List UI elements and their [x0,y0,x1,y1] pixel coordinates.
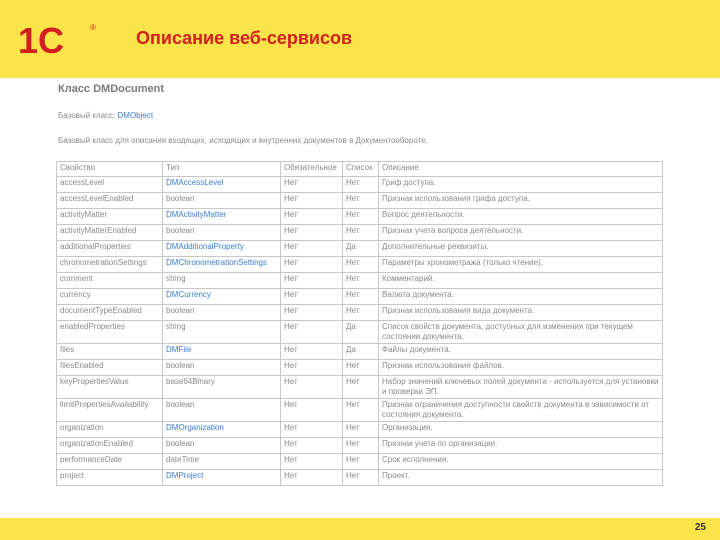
cell-list: Нет [343,177,379,193]
table-row [57,257,663,273]
class-description: Базовый класс для описания входящих, исходящих и внутренних документов в Документообороте. [58,136,428,145]
cell-required: Нет [281,376,343,399]
cell-list: Нет [343,470,379,486]
table-row [57,454,663,470]
cell-type-link[interactable]: DMAccessLevel [163,177,281,193]
cell-list: Нет [343,399,379,422]
cell-type-link[interactable]: DMFile [163,344,281,360]
cell-type: boolean [163,225,281,241]
cell-property: accessLevel [57,177,163,193]
cell-description: Комментарий. [379,273,663,289]
cell-description: Файлы документа. [379,344,663,360]
cell-description: Набор значений ключевых полей документа - используется для установки и проверки ЭП. [379,376,663,399]
table-row [57,470,663,486]
cell-required: Нет [281,454,343,470]
cell-type-link[interactable]: DMCurrency [163,289,281,305]
cell-description: Список свойств документа, доступных для изменения при текущем состоянии документа. [379,321,663,344]
cell-type-link[interactable]: DMActivityMatter [163,209,281,225]
cell-list: Нет [343,193,379,209]
cell-type: boolean [163,360,281,376]
cell-required: Нет [281,305,343,321]
cell-list: Нет [343,422,379,438]
cell-description: Срок исполнения. [379,454,663,470]
cell-list: Нет [343,360,379,376]
cell-type: boolean [163,438,281,454]
header-description: Описание [379,162,663,177]
header-list: Список [343,162,379,177]
cell-type: string [163,321,281,344]
cell-property: accessLevelEnabled [57,193,163,209]
cell-type: string [163,273,281,289]
table-row [57,273,663,289]
table-row [57,399,663,422]
table-row [57,422,663,438]
cell-property: currency [57,289,163,305]
cell-list: Нет [343,438,379,454]
cell-description: Признак использования вида документа. [379,305,663,321]
cell-description: Вопрос деятельности. [379,209,663,225]
table-row [57,289,663,305]
cell-required: Нет [281,241,343,257]
header-band [0,0,720,78]
cell-description: Валюта документа. [379,289,663,305]
cell-property: project [57,470,163,486]
1c-logo [18,20,98,60]
table-row [57,305,663,321]
cell-required: Нет [281,470,343,486]
cell-list: Да [343,344,379,360]
cell-required: Нет [281,209,343,225]
table-row [57,344,663,360]
cell-list: Нет [343,454,379,470]
cell-type: boolean [163,399,281,422]
cell-property: activityMatter [57,209,163,225]
cell-list: Нет [343,305,379,321]
base-class-line [58,111,153,120]
cell-type-link[interactable]: DMChronometrationSettings [163,257,281,273]
cell-type-link[interactable]: DMProject [163,470,281,486]
header-type: Тип [163,162,281,177]
cell-property: files [57,344,163,360]
page-title: Описание веб-сервисов [136,28,353,48]
cell-required: Нет [281,257,343,273]
cell-list: Нет [343,376,379,399]
cell-list: Нет [343,209,379,225]
logo-registered-mark: ® [90,23,96,32]
table-row [57,193,663,209]
logo-text: 1С [18,20,65,60]
cell-required: Нет [281,360,343,376]
cell-property: documentTypeEnabled [57,305,163,321]
cell-property: keyPropertiesValue [57,376,163,399]
cell-type: boolean [163,193,281,209]
cell-description: Признак использования файлов. [379,360,663,376]
cell-property: performanceDate [57,454,163,470]
cell-type-link[interactable]: DMOrganization [163,422,281,438]
cell-property: organization [57,422,163,438]
cell-property: organizationEnabled [57,438,163,454]
cell-description: Признак ограничения доступности свойств документа в зависимости от состояния документа. [379,399,663,422]
cell-required: Нет [281,289,343,305]
table-row [57,376,663,399]
cell-description: Организация. [379,422,663,438]
table-row [57,438,663,454]
cell-description: Дополнительные реквизиты. [379,241,663,257]
table-row [57,225,663,241]
table-row [57,360,663,376]
cell-property: additionalProperties [57,241,163,257]
cell-description: Параметры хронометража (только чтение). [379,257,663,273]
header-property: Свойство [57,162,163,177]
page-number: 25 [694,522,706,533]
properties-table [56,161,663,486]
table-header-row [57,162,663,177]
cell-required: Нет [281,438,343,454]
cell-required: Нет [281,225,343,241]
cell-list: Да [343,241,379,257]
footer-band [0,518,720,540]
table-row [57,321,663,344]
cell-property: filesEnabled [57,360,163,376]
cell-description: Признак учета по организации. [379,438,663,454]
cell-property: comment [57,273,163,289]
base-class-link[interactable]: DMObject [117,111,154,120]
cell-property: enabledProperties [57,321,163,344]
cell-list: Нет [343,225,379,241]
class-title: Класс DMDocument [58,83,164,95]
cell-list: Да [343,321,379,344]
cell-property: limitPropertiesAvailability [57,399,163,422]
cell-type-link[interactable]: DMAdditionalProperty [163,241,281,257]
cell-type: dateTime [163,454,281,470]
cell-type: base64Binary [163,376,281,399]
cell-description: Признак использования грифа доступа. [379,193,663,209]
cell-list: Нет [343,289,379,305]
cell-type: boolean [163,305,281,321]
cell-required: Нет [281,193,343,209]
cell-required: Нет [281,321,343,344]
cell-required: Нет [281,273,343,289]
header-required: Обязательное [281,162,343,177]
table-row [57,177,663,193]
cell-description: Признак учета вопроса деятельности. [379,225,663,241]
base-class-label: Базовый класс: [58,111,116,120]
cell-property: chronometrationSettings [57,257,163,273]
cell-required: Нет [281,399,343,422]
cell-required: Нет [281,422,343,438]
cell-required: Нет [281,177,343,193]
cell-required: Нет [281,344,343,360]
document-screenshot [52,78,664,504]
cell-description: Проект. [379,470,663,486]
cell-description: Гриф доступа. [379,177,663,193]
table-row [57,241,663,257]
cell-property: activityMatterEnabled [57,225,163,241]
cell-list: Нет [343,257,379,273]
cell-list: Нет [343,273,379,289]
table-row [57,209,663,225]
